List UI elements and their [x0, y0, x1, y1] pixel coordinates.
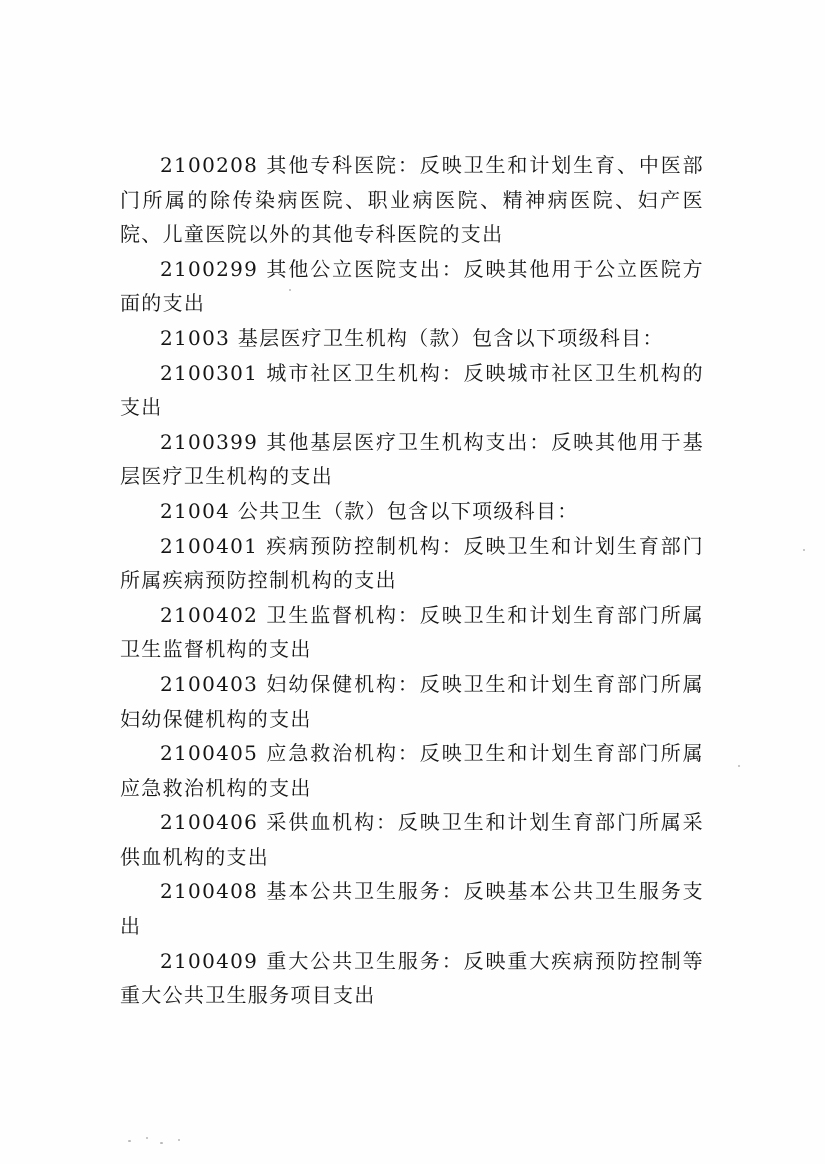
scan-speck — [146, 1137, 148, 1139]
paragraph-2100408: 2100408 基本公共卫生服务：反映基本公共卫生服务支出 — [120, 879, 704, 939]
paragraph-21004-heading: 21004 公共卫生（款）包含以下项级科目： — [160, 498, 579, 523]
paragraph-2100401: 2100401 疾病预防控制机构：反映卫生和计划生育部门所属疾病预防控制机构的支出 — [120, 533, 704, 593]
paragraph-2100409: 2100409 重大公共卫生服务：反映重大疾病预防控制等重大公共卫生服务项目支出 — [120, 948, 704, 1008]
scan-speck — [738, 765, 740, 767]
scan-speck — [160, 1142, 163, 1144]
paragraph-21003-heading: 21003 基层医疗卫生机构（款）包含以下项级科目： — [160, 325, 664, 350]
paragraph-2100208: 2100208 其他专科医院：反映卫生和计划生育、中医部门所属的除传染病医院、职业病医院、精神病医院、妇产医院、儿童医院以外的其他专科医院的支出 — [120, 153, 704, 247]
document-body — [120, 148, 704, 1013]
paragraph-2100405: 2100405 应急救治机构：反映卫生和计划生育部门所属应急救治机构的支出 — [120, 741, 704, 800]
paragraph-2100399: 2100399 其他基层医疗卫生机构支出：反映其他用于基层医疗卫生机构的支出 — [120, 429, 704, 489]
scan-speck — [803, 549, 805, 551]
scan-speck — [178, 1139, 180, 1141]
paragraph-2100301: 2100301 城市社区卫生机构：反映城市社区卫生机构的支出 — [120, 360, 704, 420]
paragraph-2100299: 2100299 其他公立医院支出：反映其他用于公立医院方面的支出 — [120, 256, 704, 316]
scan-speck — [128, 1140, 131, 1142]
scan-speck — [289, 289, 291, 291]
paragraph-2100406: 2100406 采供血机构：反映卫生和计划生育部门所属采供血机构的支出 — [120, 810, 704, 869]
paragraph-2100402: 2100402 卫生监督机构：反映卫生和计划生育部门所属卫生监督机构的支出 — [120, 602, 704, 662]
paragraph-2100403: 2100403 妇幼保健机构：反映卫生和计划生育部门所属妇幼保健机构的支出 — [120, 671, 704, 731]
